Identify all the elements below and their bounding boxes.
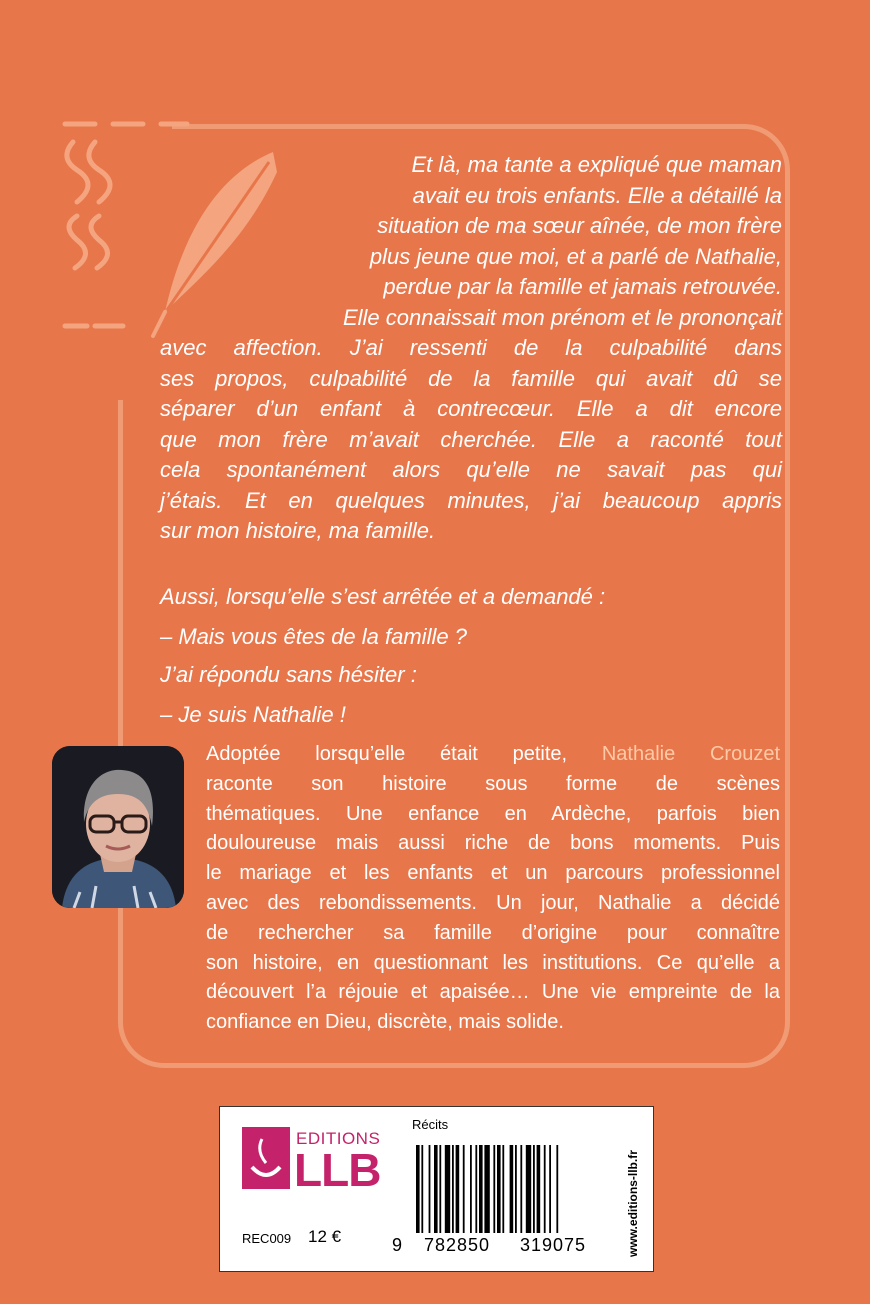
excerpt-line: j’étais. Et en quelques minutes, j’ai beaucoup appris bbox=[160, 487, 782, 513]
excerpt-line: Et là, ma tante a expliqué que maman bbox=[411, 152, 782, 177]
bio-line: confiance en Dieu, discrète, mais solide. bbox=[206, 1011, 564, 1034]
logo-editions-text: EDITIONS bbox=[296, 1129, 381, 1148]
dialog-line: J’ai répondu sans hésiter : bbox=[160, 662, 417, 687]
dialog-line: Aussi, lorsqu’elle s’est arrêtée et a demandé : bbox=[160, 584, 606, 609]
excerpt-paragraph bbox=[160, 150, 782, 547]
logo-llb-text: LLB bbox=[294, 1144, 381, 1196]
bio-text: Adoptée lorsqu’elle était petite, bbox=[206, 743, 602, 765]
barcode-icon bbox=[416, 1145, 606, 1233]
bio-line: douloureuse mais aussi riche de bons moments. Puis bbox=[206, 832, 780, 855]
excerpt-line: que mon frère m’avait cherchée. Elle a raconté tout bbox=[160, 426, 782, 452]
price: 12 € bbox=[308, 1227, 342, 1246]
bio-line: raconte son histoire sous forme de scènes bbox=[206, 772, 780, 795]
publisher-logo-icon bbox=[242, 1127, 290, 1189]
bio-line: avec des rebondissements. Un jour, Nathalie a décidé bbox=[206, 891, 780, 914]
excerpt-line: cela spontanément alors qu’elle ne savait pas qui bbox=[160, 457, 782, 482]
website-label: www.editions-llb.fr bbox=[626, 1150, 640, 1257]
excerpt bbox=[160, 150, 782, 727]
bio-line: thématiques. Une enfance en Ardèche, parfois bien bbox=[206, 802, 780, 825]
bio-line bbox=[206, 740, 780, 770]
bio-line: découvert l’a réjouie et apaisée… Une vie empreinte de la bbox=[206, 981, 780, 1004]
excerpt-line: perdue par la famille et jamais retrouvée. bbox=[383, 274, 782, 299]
bio-line: son histoire, en questionnant les institutions. Ce qu’elle a bbox=[206, 951, 780, 974]
excerpt-line: avec affection. J’ai ressenti de la culpabilité dans bbox=[160, 335, 782, 360]
dialog-line: – Mais vous êtes de la famille ? bbox=[160, 624, 467, 649]
excerpt-line: plus jeune que moi, et a parlé de Nathalie, bbox=[369, 243, 782, 269]
dialog-line: – Je suis Nathalie ! bbox=[160, 702, 346, 727]
author-name: Nathalie Crouzet bbox=[601, 743, 780, 765]
bio-line: le mariage et les enfants et un parcours professionnel bbox=[206, 862, 780, 885]
isbn-group-2: 319075 bbox=[520, 1235, 587, 1255]
author-photo bbox=[52, 746, 184, 908]
excerpt-line: situation de ma sœur aînée, de mon frère bbox=[377, 213, 782, 238]
genre-label: Récits bbox=[412, 1117, 449, 1132]
isbn-prefix: 9 bbox=[392, 1235, 404, 1255]
author-bio bbox=[206, 740, 780, 1038]
price-barcode-sticker bbox=[219, 1106, 654, 1272]
excerpt-line: ses propos, culpabilité de la famille qui avait dû se bbox=[160, 365, 782, 391]
excerpt-line: avait eu trois enfants. Elle a détaillé la bbox=[412, 182, 782, 208]
bio-line: de rechercher sa famille d’origine pour connaître bbox=[206, 921, 780, 944]
isbn-group-1: 782850 bbox=[424, 1235, 491, 1255]
excerpt-line: Elle connaissait mon prénom et le prononçait bbox=[342, 304, 782, 330]
product-code: REC009 bbox=[242, 1231, 292, 1246]
excerpt-line: séparer d’un enfant à contrecœur. Elle a dit encore bbox=[160, 396, 782, 421]
excerpt-line: sur mon histoire, ma famille. bbox=[160, 518, 436, 543]
